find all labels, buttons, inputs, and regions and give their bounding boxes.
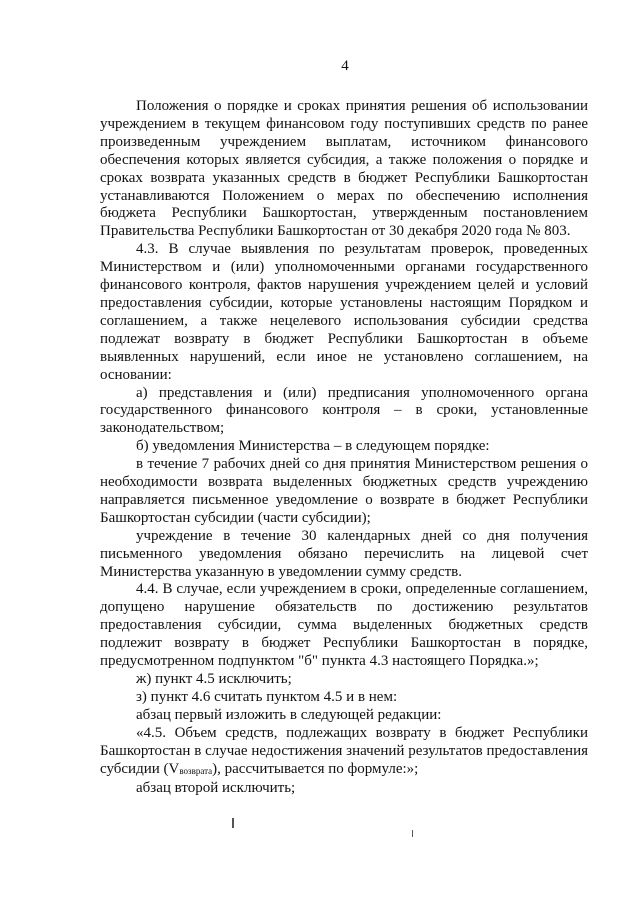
paragraph-4-3-violations: 4.3. В случае выявления по результатам проверок, проведенных Министерством и (или) уполномоченными органами государственного финансового контроля, фактов нарушения учреждением целей и условий предоставления субсидии, которые установлены настоящим Порядком и соглашением, а также нецелевого использования субсидии средства подлежат возврату в бюджет Республики Башкортостан в объеме выявленных нарушений, если иное не установлено соглашением, на основании: bbox=[100, 241, 588, 383]
paragraph-z-renumber-4-6: з) пункт 4.6 считать пунктом 4.5 и в нем: bbox=[136, 688, 398, 705]
paragraph-4-4-obligations: 4.4. В случае, если учреждением в сроки, определенные соглашением, допущено нарушение обязательств по достижению результатов предоставления субсидии, сумма выделенных бюджетных средств подлежит возврату в бюджет Республики Башкортостан в порядке, предусмотренном подпунктом "б" пункта 4.3 настоящего Порядка.»; bbox=[100, 581, 588, 670]
scan-speck-mark bbox=[412, 830, 413, 837]
paragraph-first-abzac-edit: абзац первый изложить в следующей редакции: bbox=[136, 706, 442, 723]
paragraph-4-5-formula bbox=[100, 725, 588, 781]
page-number: 4 bbox=[341, 58, 349, 74]
formula-text-after: ), рассчитывается по формуле:»; bbox=[212, 760, 419, 777]
paragraph-7-working-days: в течение 7 рабочих дней со дня принятия Министерством решения о необходимости возврата выделенных бюджетных средств учреждению направляется письменное уведомление о возврате в бюджет Республики Башкортостан субсидии (части субсидии); bbox=[100, 456, 588, 526]
paragraph-subsidy-funds-provisions: Положения о порядке и сроках принятия решения об использовании учреждением в текущем финансовом году поступивших средств по ранее произведенным учреждением выплатам, источником финансового обеспечения которых является субсидия, а также положения о порядке и сроках возврата указанных средств в бюджет Республики Башкортостан устанавливаются Положением о мерах по обеспечению исполнения бюджета Республики Башкортостан, утвержденным постановлением Правительства Республики Башкортостан от 30 декабря 2020 года № 803. bbox=[100, 98, 588, 240]
paragraph-4-3-b: б) уведомления Министерства – в следующем порядке: bbox=[136, 438, 490, 455]
paragraph-zh-exclude-4-5: ж) пункт 4.5 исключить; bbox=[136, 671, 292, 687]
scan-speck-mark bbox=[232, 818, 234, 828]
formula-text-before: «4.5. Объем средств, подлежащих возврату в бюджет Республики Башкортостан в случае недостижения значений результатов предоставления субсидии (V bbox=[100, 724, 588, 777]
paragraph-4-3-a: а) представления и (или) предписания уполномоченного органа государственного финансового контроля – в сроки, установленные законодательством; bbox=[100, 384, 588, 437]
paragraph-30-calendar-days: учреждение в течение 30 календарных дней со дня получения письменного уведомления обязано перечислить на лицевой счет Министерства указанную в уведомлении сумму средств. bbox=[100, 527, 588, 580]
document-body bbox=[100, 98, 588, 798]
formula-subscript: возврата bbox=[179, 765, 213, 776]
paragraph-second-abzac-exclude: абзац второй исключить; bbox=[136, 780, 296, 797]
